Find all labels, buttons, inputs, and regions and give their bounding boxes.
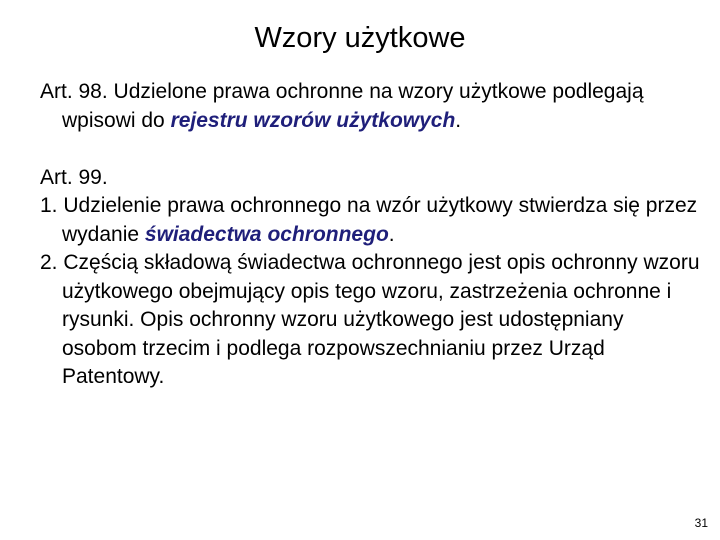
art-98-text-end: . xyxy=(455,108,462,132)
art-99-point-1-text: 1. Udzielenie prawa ochronnego na wzór użytkowy stwierdza się przez wydanie xyxy=(40,194,698,246)
art-99-point-2: 2. Częścią składową świadectwa ochronnego jest opis ochronny wzoru użytkowego obejmujący opis tego wzoru, zastrzeżenia ochronne i rysunki. Opis ochronny wzoru użytkowego jest udostępniany osobom trzecim i podlega rozpowszechnianiu przez Urząd Patentowy. xyxy=(40,251,700,388)
page-number: 31 xyxy=(694,516,708,530)
art-98-emphasis: rejestru wzorów użytkowych xyxy=(170,108,456,132)
art-99-heading: Art. 99. xyxy=(40,165,108,189)
art-99-point-1-emphasis: świadectwa ochronnego xyxy=(144,222,389,246)
art-99-point-1 xyxy=(40,192,700,249)
art-98-paragraph xyxy=(40,78,700,135)
art-98-text: Art. 98. Udzielone prawa ochronne na wzory użytkowe podlegają wpisowi do xyxy=(40,80,644,132)
slide-title: Wzory użytkowe xyxy=(254,22,466,54)
art-99-point-1-text-end: . xyxy=(388,222,395,246)
slide-body xyxy=(40,78,700,392)
paragraph-gap xyxy=(40,135,700,164)
